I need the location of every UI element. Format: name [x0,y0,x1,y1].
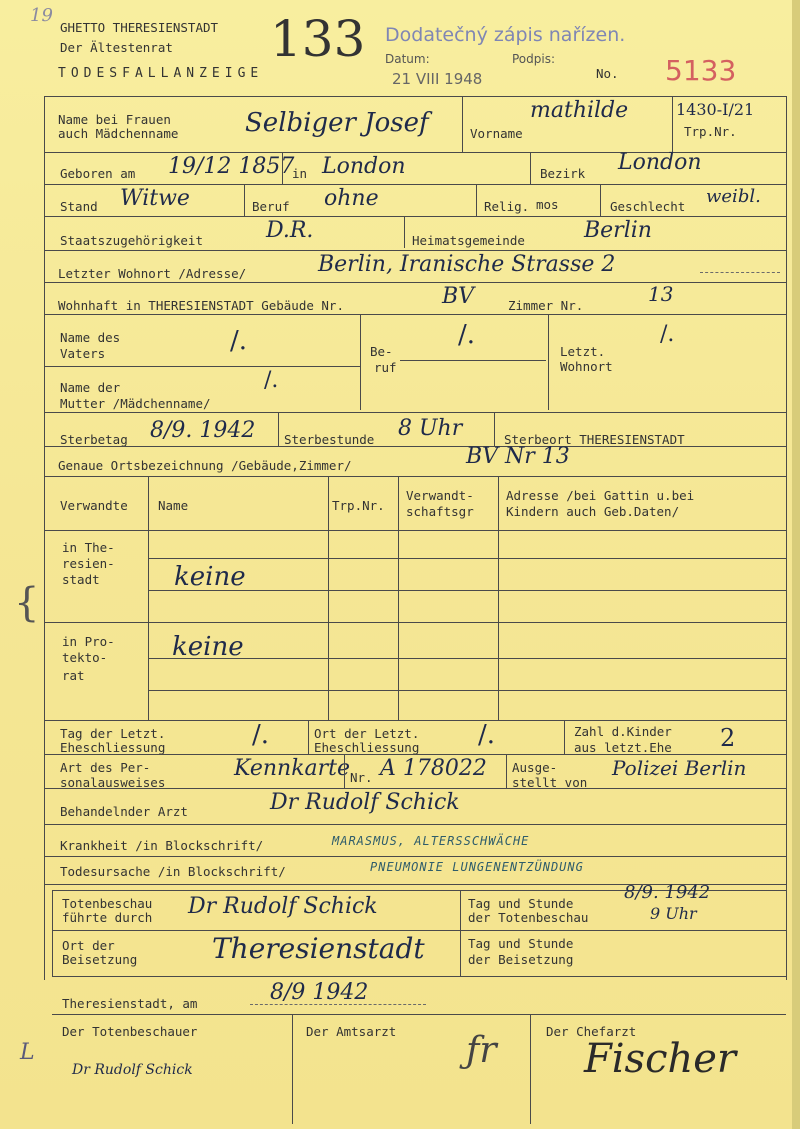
table-col-line [498,476,499,720]
divider [360,314,361,410]
transport-value: 1430-I/21 [676,100,755,119]
place-date-value: 8/9 1942 [270,980,369,1005]
divider [344,754,345,788]
religion-value: mos [536,197,559,212]
relation-col-header-2: schaftsgr [406,504,474,519]
box-middle [52,930,786,931]
id-issuer-value: Polizei Berlin [612,756,747,780]
place-date-label: Theresienstadt, am [62,996,198,1011]
surname-value: Selbiger Josef [245,108,429,138]
divider [564,720,565,754]
burial-time-label-2: der Beisetzung [468,952,574,967]
sex-label: Geschlecht [610,199,686,214]
row-line [44,184,786,185]
marriage-day-value: /. [252,720,270,750]
last-address-value: Berlin, Iranische Strasse 2 [318,252,616,277]
death-hour-label: Sterbestunde [284,432,375,447]
born-label: Geboren am [60,166,136,181]
parent-last-residence-label: Letzt. [560,344,606,359]
mother-label-2: Mutter /Mädchenname/ [60,396,211,411]
box-left [52,890,53,976]
row-line [44,314,786,315]
sex-value: weibl. [706,186,761,207]
id-issuer-label: Ausge- [512,760,558,775]
line [400,360,546,361]
stamp-text: Dodatečný zápis nařízen. [385,24,626,46]
children-label: Zahl d.Kinder [574,724,672,739]
frame-top [44,96,786,97]
disease-label: Krankheit /in Blockschrift/ [60,838,264,853]
row-theresienstadt-label: in The- [62,540,115,555]
id-issuer-label-2: stellt von [512,775,588,790]
margin-mark: 19 [30,5,53,26]
burial-place-value: Theresienstadt [212,932,425,965]
page-edge [792,0,800,1129]
transport-col-header: Trp.Nr. [332,498,385,513]
divider [548,314,549,410]
district-label: Bezirk [540,166,586,181]
frame-right [786,96,787,980]
divider [494,412,495,446]
examiner-value: Dr Rudolf Schick [188,894,378,919]
marriage-place-label: Ort der Letzt. [314,726,420,741]
row-line [44,754,786,755]
table-col-line [148,476,149,720]
father-value: /. [230,326,248,356]
row-line [44,282,786,283]
signature-divider [530,1014,531,1124]
room-value: 13 [648,282,674,306]
examiner-label: Totenbeschau [62,896,153,911]
row-line [44,788,786,789]
handwritten-number: 133 [270,10,366,68]
divider [404,216,405,248]
official-doctor-signature-mark: ƒr [466,1030,497,1071]
in-label: in [292,166,308,181]
dotted-fill [700,272,780,273]
father-label: Name des [60,330,121,345]
ghetto-header: GHETTO THERESIENSTADT [60,20,219,35]
table-row-line [148,658,786,659]
relation-col-header: Verwandt- [406,488,474,503]
last-address-label: Letzter Wohnort /Adresse/ [58,266,247,281]
official-doctor-label: Der Amtsarzt [306,1024,397,1039]
father-label-2: Vaters [60,346,106,361]
table-col-line [398,476,399,720]
mother-value: /. [264,368,279,393]
stamp-signature-label: Podpis: [512,52,556,66]
row-line [44,824,786,825]
divider [600,184,601,216]
box-bottom [52,976,786,977]
red-serial-number: 5133 [665,54,737,87]
home-label: Heimatsgemeinde [412,233,525,248]
divider [308,720,309,754]
doctor-value: Dr Rudolf Schick [270,790,460,815]
divider [462,96,463,152]
burial-label: Ort der [62,938,115,953]
no-label: No. [596,66,619,81]
status-value: Witwe [120,186,190,211]
parent-last-residence-label-2: Wohnort [560,359,613,374]
dotted-line [250,1004,426,1005]
born-place-value: London [322,154,406,179]
citizenship-label: Staatszugehörigkeit [60,233,203,248]
stamp-date: 21 VIII 1948 [392,70,483,88]
marriage-day-label-2: Eheschliessung [60,740,166,755]
id-kind-label: Art des Per- [60,760,151,775]
signature-top-line [52,1014,786,1015]
relatives-theresienstadt-value: keine [174,562,246,592]
divider [672,96,673,152]
chief-doctor-signature: Fischer [584,1036,737,1082]
signature-divider [292,1014,293,1124]
marriage-place-value: /. [478,720,496,750]
row-line [44,856,786,857]
name-label: Name bei Frauen [58,112,171,127]
examiner-label-2: führte durch [62,910,153,925]
doctor-label: Behandelnder Arzt [60,804,188,819]
stamp-date-label: Datum: [385,52,430,66]
name-col-header: Name [158,498,189,513]
relatives-protektorat-value: keine [172,632,244,662]
burial-label-2: Beisetzung [62,952,138,967]
margin-bracket: { [14,580,40,626]
exam-time-value: 8/9. 1942 [624,882,711,903]
home-value: Berlin [584,218,652,243]
cause-label: Todesursache /in Blockschrift/ [60,864,286,879]
table-row-line [44,720,786,721]
id-number-value: A 178022 [380,756,487,781]
parent-profession-value: /. [458,320,476,350]
row-line [44,446,786,447]
marriage-place-label-2: Eheschliessung [314,740,420,755]
council-header: Der Ältestenrat [60,40,173,55]
row-line [44,412,786,413]
examiner-signature: Dr Rudolf Schick [72,1062,193,1078]
table-col-line [328,476,329,720]
death-hour-value: 8 Uhr [398,416,463,441]
frame-left [44,96,45,980]
line [44,366,360,367]
table-row-line [44,530,786,531]
children-value: 2 [720,724,736,752]
profession-value: ohne [324,186,379,211]
row-protektorat-label-2: tekto- [62,650,108,665]
id-number-label: Nr. [350,770,373,785]
room-label: Zimmer Nr. [508,298,584,313]
exam-time-label: Tag und Stunde [468,896,574,911]
divider [244,184,245,216]
profession-label: Beruf [252,199,290,214]
divider [530,152,531,184]
table-row-line [44,622,786,623]
row-line [44,250,786,251]
exam-time-label-2: der Totenbeschau [468,910,589,925]
parent-last-residence-value: /. [660,322,675,347]
exact-location-value: BV Nr 13 [466,444,570,469]
firstname-label: Vorname [470,126,523,141]
table-row-line [148,690,786,691]
row-theresienstadt-label-3: stadt [62,572,100,587]
children-label-2: aus letzt.Ehe [574,740,672,755]
exam-time-value-2: 9 Uhr [650,904,697,923]
marriage-day-label: Tag der Letzt. [60,726,166,741]
born-date-value: 19/12 1857 [168,154,295,179]
exact-location-label: Genaue Ortsbezeichnung /Gebäude,Zimmer/ [58,458,352,473]
parent-profession-label: Be- [370,344,393,359]
chief-doctor-label: Der Chefarzt [546,1024,637,1039]
death-place-label: Sterbeort THERESIENSTADT [504,432,685,447]
religion-label: Relig. [484,199,530,214]
id-kind-value: Kennkarte [234,756,351,781]
mother-label: Name der [60,380,121,395]
divider [506,754,507,788]
row-theresienstadt-label-2: resien- [62,556,115,571]
death-date-value: 8/9. 1942 [150,418,256,443]
row-line [44,476,786,477]
margin-mark-bottom: L [20,1040,35,1065]
burial-time-label: Tag und Stunde [468,936,574,951]
disease-value: MARASMUS, ALTERSSCHWÄCHE [332,834,530,848]
box-divider [460,890,461,976]
examiner-signature-label: Der Totenbeschauer [62,1024,198,1039]
address-col-header: Adresse /bei Gattin u.bei [506,488,695,503]
parent-profession-label-2: ruf [374,360,397,375]
divider [282,152,283,184]
district-value: London [618,150,702,175]
firstname-value: mathilde [530,98,629,123]
row-protektorat-label-3: rat [62,668,85,683]
relatives-col-header: Verwandte [60,498,128,513]
death-date-label: Sterbetag [60,432,128,447]
row-protektorat-label: in Pro- [62,634,115,649]
address-col-header-2: Kindern auch Geb.Daten/ [506,504,680,519]
divider [278,412,279,446]
transport-label: Trp.Nr. [684,124,737,139]
tsd-address-label: Wohnhaft in THERESIENSTADT Gebäude Nr. [58,298,344,313]
divider [476,184,477,216]
id-kind-label-2: sonalausweises [60,775,166,790]
tsd-building-value: BV [442,284,475,309]
cause-value: PNEUMONIE LUNGENENTZÜNDUNG [370,860,584,874]
status-label: Stand [60,199,98,214]
row-line [44,216,786,217]
table-row-line [148,558,786,559]
form-title: TODESFALLANZEIGE [58,66,264,81]
name-label-2: auch Mädchenname [58,126,179,141]
citizenship-value: D.R. [266,218,314,243]
